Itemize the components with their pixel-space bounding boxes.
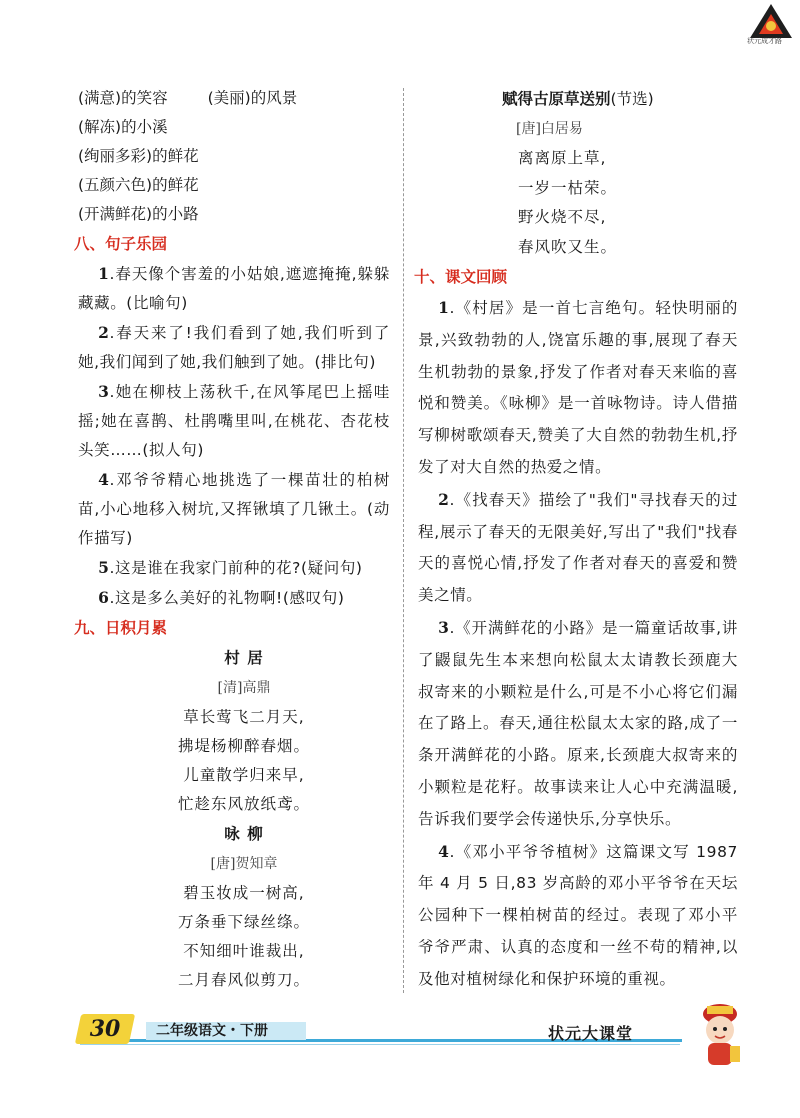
brand-label: 状元大课堂 (548, 1024, 634, 1043)
poem-line: 忙趁东风放纸鸢。 (177, 795, 310, 813)
page-number-tab (75, 1014, 135, 1044)
sentence-item: 4.邓爷爷精心地挑选了一棵苗壮的柏树苗,小心地移入树坑,又挥锹填了几锹土。(动作描写) (78, 470, 390, 547)
poem-line: 春风吹又生。 (518, 237, 618, 256)
footer-rule-thin (80, 1044, 680, 1045)
sentence-item: 6.这是多么美好的礼物啊!(感叹句) (98, 588, 345, 607)
right-column (414, 84, 738, 996)
poem-title: 咏 柳 (224, 825, 264, 843)
poem-yongliu (78, 819, 390, 995)
review-item: 2.《找春天》描绘了"我们"寻找春天的过程,展示了春天的无限美好,写出了"我们"找春天的喜悦心情,抒发了作者对春天的喜爱和赞美之情。 (418, 489, 738, 605)
poem-author: [唐]贺知章 (210, 856, 278, 872)
poem-line: 拂堤杨柳醉春烟。 (177, 737, 310, 755)
review-item: 3.《开满鲜花的小路》是一篇童话故事,讲了鼹鼠先生本来想向松鼠太太请教长颈鹿大叔寄来的小颗粒是什么,可是不小心将它们漏在了路上。春天,通往松鼠太太家的路,成了一条开满鲜花的小路。原来,长颈鹿大叔寄来的小颗粒是花籽。故事读来让人心中充满温暖,告诉我们要学会传递快乐,分享快乐。 (418, 617, 738, 828)
poem-author: [唐]白居易 (516, 121, 583, 137)
word-line: (解冻)的小溪 (78, 118, 168, 136)
poem-line: 一岁一枯荣。 (518, 178, 618, 197)
logo-caption: 状元成才路 (747, 37, 782, 45)
poem-line: 草长莺飞二月天, (183, 708, 305, 726)
sentence-item: 5.这是谁在我家门前种的花?(疑问句) (98, 558, 363, 577)
review-item: 1.《村居》是一首七言绝句。轻快明丽的景,兴致勃勃的人,饶富乐趣的事,展现了春天生机勃勃的景象,抒发了作者对春天来临的喜悦和赞美。《咏柳》是一首咏物诗。诗人借描写柳树歌颂春天,赞美了大自然的勃勃生机,抒发了对大自然的热爱之情。 (418, 298, 738, 476)
sentence-item: 1.春天像个害羞的小姑娘,遮遮掩掩,躲躲藏藏。(比喻句) (78, 264, 390, 312)
page-footer (0, 1018, 800, 1088)
review-item: 4.《邓小平爷爷植树》这篇课文写 1987 年 4 月 5 日,83 岁高龄的邓小平爷爷在天坛公园种下一棵柏树苗的经过。表现了邓小平爷爷严肃、认真的态度和一丝不苟的精神,以及他对植树绿化和保护环境的重视。 (418, 841, 738, 988)
poem-line: 万条垂下绿丝绦。 (177, 913, 310, 931)
section-heading-10: 十、课文回顾 (414, 268, 508, 286)
poem-cunju (78, 643, 390, 819)
column-divider (403, 88, 404, 993)
poem-line: 不知细叶谁裁出, (183, 942, 305, 960)
left-column (74, 84, 390, 995)
word-line: (满意)的笑容 (美丽)的风景 (78, 89, 298, 107)
section-heading-8: 八、句子乐园 (74, 235, 168, 253)
word-line: (五颜六色)的鲜花 (78, 176, 199, 194)
poem-line: 野火烧不尽, (518, 208, 607, 226)
poem-line: 儿童散学归来早, (183, 766, 305, 784)
sentence-item: 3.她在柳枝上荡秋千,在风筝尾巴上摇哇摇;她在喜鹊、杜鹃嘴里叫,在桃花、杏花枝头笑……(拟人句) (78, 382, 390, 459)
section-heading-9: 九、日积月累 (74, 619, 168, 637)
poem-line: 二月春风似剪刀。 (177, 971, 310, 989)
poem-title: 村 居 (224, 649, 264, 667)
mascot-icon (690, 996, 748, 1072)
word-line: (绚丽多彩)的鲜花 (78, 147, 199, 165)
poem-line: 离离原上草, (518, 149, 607, 167)
word-line: (开满鲜花)的小路 (78, 205, 199, 223)
sentence-item: 2.春天来了!我们看到了她,我们听到了她,我们闻到了她,我们触到了她。(排比句) (78, 323, 390, 371)
page-number: 30 (89, 1016, 121, 1042)
poem-title: 赋得古原草送别(节选) (502, 90, 654, 108)
poem-line: 碧玉妆成一树高, (183, 884, 305, 902)
grade-label: 二年级语文・下册 (146, 1022, 306, 1040)
poem-author: [清]高鼎 (217, 680, 271, 696)
